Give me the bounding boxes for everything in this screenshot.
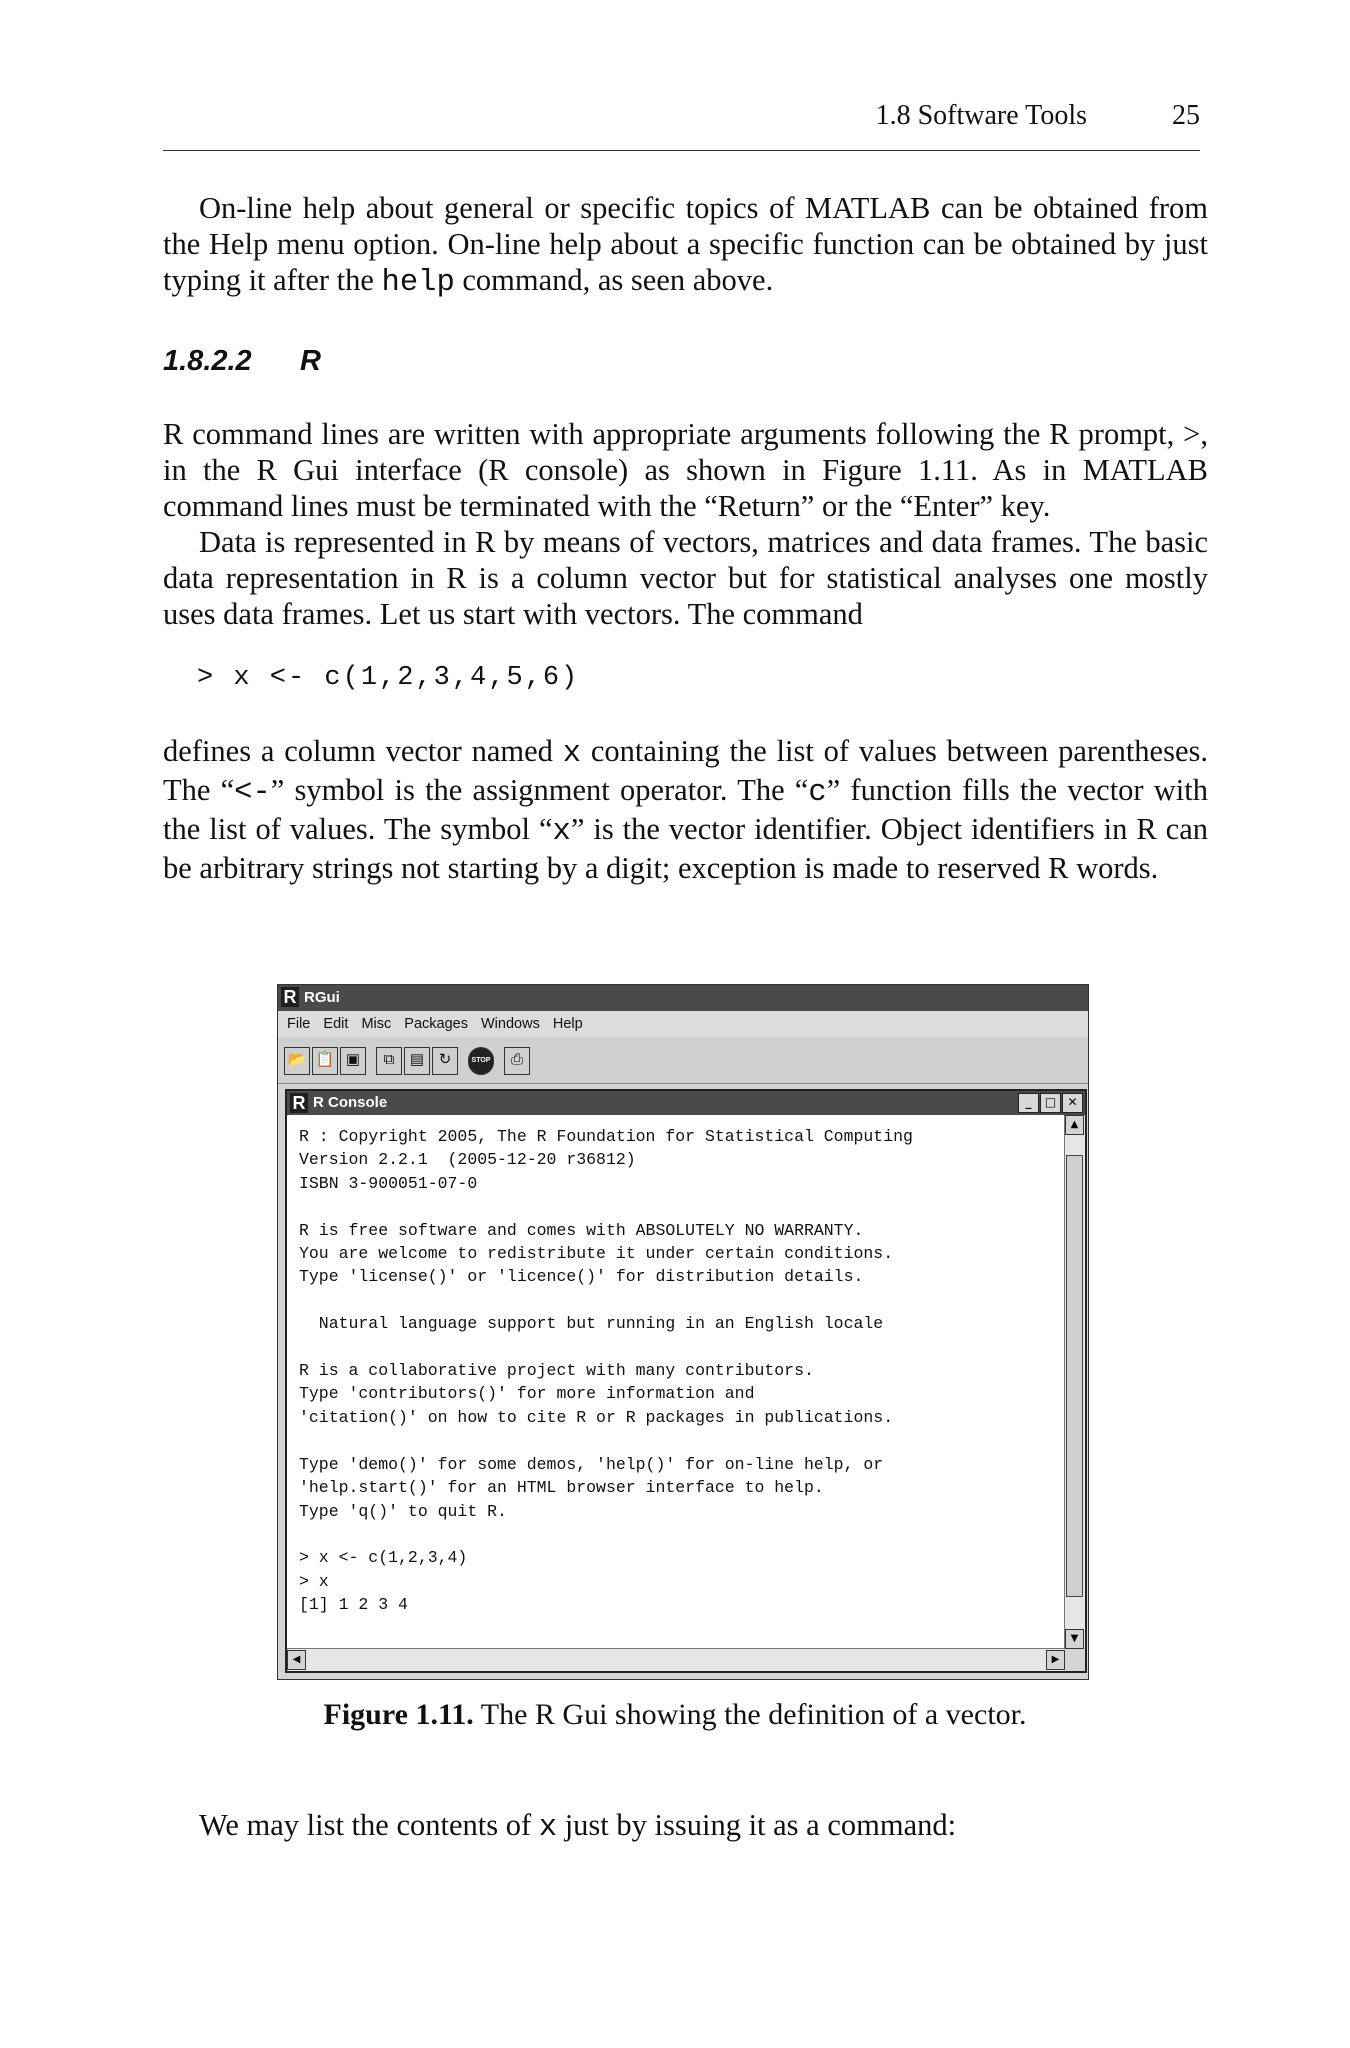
page-number: 25 xyxy=(1172,100,1200,131)
vertical-scrollbar[interactable] xyxy=(1064,1115,1085,1649)
console-output[interactable]: R : Copyright 2005, The R Foundation for Statistical Computing Version 2.2.1 (2005-12-20 r36812) ISBN 3-900051-07-0 R is free software and comes with ABSOLUTELY NO WARRANTY. You are welcome to redistribute it under certain conditions. Type 'license()' or 'licence()' for distribution details. Natural language support but running in an English locale R is a collaborative project with many contributors. Type 'contributors()' for more information and 'citation()' on how to cite R or R packages in publications. Type 'demo()' for some demos, 'help()' for on-line help, or 'help.start()' for an HTML browser interface to help. Type 'q()' to quit R. > x <- c(1,2,3,4) > x [1] 1 2 3 4 xyxy=(299,1127,913,1615)
rgui-title: RGui xyxy=(304,989,340,1006)
r-console-logo-icon: R xyxy=(290,1093,308,1113)
copy-icon[interactable]: ⧉ xyxy=(376,1047,402,1075)
menu-misc[interactable]: Misc xyxy=(361,1016,392,1032)
scroll-right-icon[interactable]: ▶ xyxy=(1046,1650,1065,1670)
figure-caption-text: The R Gui showing the definition of a vector. xyxy=(473,1698,1027,1731)
close-icon[interactable]: ✕ xyxy=(1062,1093,1083,1113)
code-example: > x <- c(1,2,3,4,5,6) xyxy=(197,663,580,693)
header-section-title: 1.8 Software Tools xyxy=(875,100,1087,131)
paragraph-r-commands: R command lines are written with appropriate arguments following the R prompt, >, in the R Gui interface (R console) as shown in Figure 1.11. As in MATLAB command lines must be terminated with the “Return” or the “Enter” key. xyxy=(163,417,1208,523)
rgui-window-figure xyxy=(277,984,1089,1680)
menu-edit[interactable]: Edit xyxy=(323,1016,349,1032)
print-icon[interactable]: ⎙ xyxy=(504,1047,530,1075)
inline-code-help: help xyxy=(381,266,455,300)
maximize-icon[interactable]: □ xyxy=(1040,1093,1061,1113)
open-script-icon[interactable]: 📂 xyxy=(284,1047,310,1075)
paragraph-list-contents: We may list the contents of x just by issuing it as a command: xyxy=(199,1808,957,1845)
rgui-titlebar xyxy=(278,985,1088,1011)
paragraph-help: On-line help about general or specific topics of MATLAB can be obtained from the Help menu option. On-line help about a specific function can be obtained by just typing it after the help command, as seen above. xyxy=(163,191,1208,300)
r-console-title: R Console xyxy=(313,1094,388,1111)
resize-grip-icon[interactable] xyxy=(1065,1649,1085,1671)
scroll-up-icon[interactable]: ▲ xyxy=(1065,1115,1084,1135)
r-logo-icon: R xyxy=(281,987,299,1007)
paragraph-vector-definition: defines a column vector named x containing the list of values between parentheses. The “<-” symbol is the assignment operator. The “c” function fills the vector with the list of values. The symbol “x” is the vector identifier. Object identifiers in R can be arbitrary strings not starting by a digit; exception is made to reserved R words. xyxy=(163,734,1208,885)
save-icon[interactable]: ▣ xyxy=(340,1047,366,1075)
paste-icon[interactable]: ▤ xyxy=(404,1047,430,1075)
scroll-left-icon[interactable]: ◀ xyxy=(287,1650,306,1670)
load-workspace-icon[interactable]: 📋 xyxy=(312,1047,338,1075)
stop-icon[interactable]: STOP xyxy=(468,1047,494,1075)
horizontal-scrollbar[interactable] xyxy=(287,1648,1065,1671)
menu-help[interactable]: Help xyxy=(552,1016,583,1032)
scroll-thumb[interactable] xyxy=(1066,1155,1083,1597)
section-heading xyxy=(163,345,321,378)
rgui-menubar xyxy=(278,1011,1088,1037)
minimize-icon[interactable]: _ xyxy=(1018,1093,1039,1113)
figure-label: Figure 1.11. xyxy=(323,1698,474,1731)
paragraph-data-representation: Data is represented in R by means of vectors, matrices and data frames. The basic data representation in R is a column vector but for statistical analyses one mostly uses data frames. Let us start with vectors. The command xyxy=(163,525,1208,631)
r-console-window xyxy=(285,1089,1087,1673)
figure-caption xyxy=(0,1698,1350,1732)
window-buttons xyxy=(1017,1093,1083,1113)
refresh-icon[interactable]: ↻ xyxy=(432,1047,458,1075)
menu-packages[interactable]: Packages xyxy=(404,1016,468,1032)
scroll-down-icon[interactable]: ▼ xyxy=(1065,1629,1084,1649)
r-console-titlebar xyxy=(287,1091,1085,1115)
section-title: R xyxy=(300,345,321,377)
menu-windows[interactable]: Windows xyxy=(481,1016,540,1032)
section-number: 1.8.2.2 xyxy=(163,345,252,377)
menu-file[interactable]: File xyxy=(287,1016,311,1032)
rgui-toolbar xyxy=(278,1037,1088,1084)
running-header xyxy=(163,100,1200,151)
